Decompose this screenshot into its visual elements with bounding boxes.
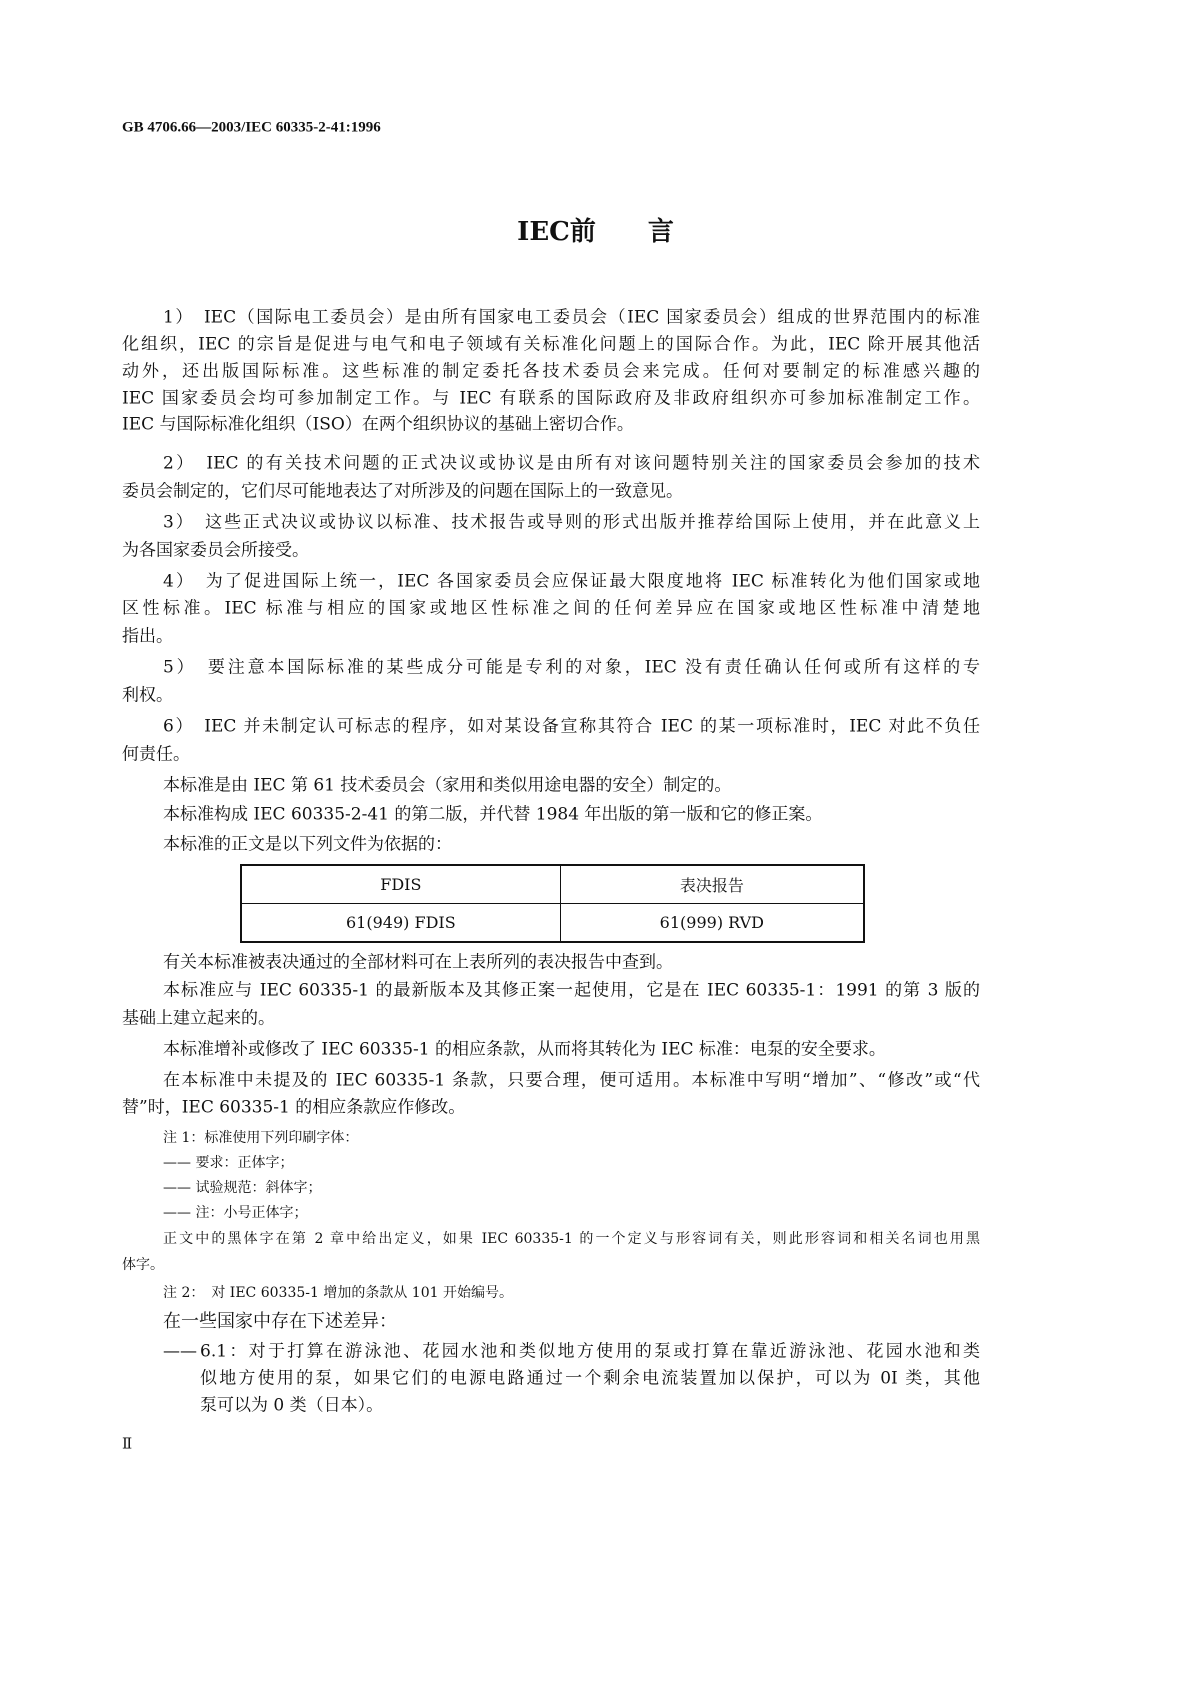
paragraph-line: 区性标准。IEC 标准与相应的国家或地区性标准之间的任何差异应在国家或地区性标准中清楚地 [122,598,980,619]
paragraph-line: 6） IEC 并未制定认可标志的程序，如对某设备宣称其符合 IEC 的某一项标准时，IEC 对此不负任 [163,716,980,737]
paragraph-line: 基础上建立起来的。 [122,1008,275,1029]
paragraph-line: 替”时，IEC 60335-1 的相应条款应作修改。 [122,1097,466,1118]
note-line: 注 1：标准使用下列印刷字体： [163,1130,359,1146]
voting-table [240,864,865,943]
paragraph-line: 本标准的正文是以下列文件为依据的： [163,834,452,855]
paragraph-line: 3） 这些正式决议或协议以标准、技术报告或导则的形式出版并推荐给国际上使用，并在此意义上 [163,512,980,533]
table-cell: 61(949) FDIS [241,904,560,943]
paragraph-line: 本标准构成 IEC 60335-2-41 的第二版，并代替 1984 年出版的第一版和它的修正案。 [163,804,823,825]
table-row [241,904,864,943]
document-header: GB 4706.66—2003/IEC 60335-2-41:1996 [122,119,381,136]
paragraph-line: 在本标准中未提及的 IEC 60335-1 条款，只要合理，便可适用。本标准中写明“增加”、“修改”或“代 [163,1070,980,1091]
note-line: 正文中的黑体字在第 2 章中给出定义，如果 IEC 60335-1 的一个定义与形容词有关，则此形容词和相关名词也用黑 [163,1231,980,1247]
note-line: 注 2： 对 IEC 60335-1 增加的条款从 101 开始编号。 [163,1285,513,1301]
list-dash: —— [163,1341,197,1362]
paragraph-line: 5） 要注意本国际标准的某些成分可能是专利的对象，IEC 没有责任确认任何或所有这样的专 [163,657,980,678]
paragraph-line: 利权。 [122,685,173,706]
paragraph-line: 本标准应与 IEC 60335-1 的最新版本及其修正案一起使用，它是在 IEC 60335-1：1991 的第 3 版的 [163,980,980,1001]
paragraph-line: 何责任。 [122,744,190,765]
paragraph-line: 4） 为了促进国际上统一，IEC 各国家委员会应保证最大限度地将 IEC 标准转化为他们国家或地 [163,571,980,592]
difference-item-line: 6.1：对于打算在游泳池、花园水池和类似地方使用的泵或打算在靠近游泳池、花园水池和类 [200,1341,980,1362]
difference-item-line: 似地方使用的泵，如果它们的电源电路通过一个剩余电流装置加以保护，可以为 0I 类，其他 [200,1368,980,1389]
paragraph-line: 2） IEC 的有关技术问题的正式决议或协议是由所有对该问题特别关注的国家委员会参加的技术 [163,453,980,474]
paragraph-line: IEC 与国际标准化组织（ISO）在两个组织协议的基础上密切合作。 [122,414,634,435]
note-line: —— 试验规范：斜体字； [163,1180,322,1196]
paragraph-line: 委员会制定的，它们尽可能地表达了对所涉及的问题在国际上的一致意见。 [122,481,683,502]
difference-item-line: 泵可以为 0 类（日本）。 [200,1395,384,1416]
table-header-row [241,865,864,904]
paragraph-line: 本标准是由 IEC 第 61 技术委员会（家用和类似用途电器的安全）制定的。 [163,775,732,796]
table-header-cell: 表决报告 [560,865,864,904]
paragraph-line: 动外，还出版国际标准。这些标准的制定委托各技术委员会来完成。任何对要制定的标准感兴趣的 [122,361,980,382]
note-line: —— 要求：正体字； [163,1155,294,1171]
differences-intro: 在一些国家中存在下述差异： [163,1311,397,1332]
page-number: Ⅱ [122,1434,133,1453]
table-cell: 61(999) RVD [560,904,864,943]
table-header-cell: FDIS [241,865,560,904]
paragraph-line: 指出。 [122,626,173,647]
paragraph-line: 1） IEC（国际电工委员会）是由所有国家电工委员会（IEC 国家委员会）组成的世界范围内的标准 [163,307,980,328]
paragraph-line: 为各国家委员会所接受。 [122,540,309,561]
paragraph-line: 本标准增补或修改了 IEC 60335-1 的相应条款，从而将其转化为 IEC 标准：电泵的安全要求。 [163,1039,886,1060]
page-title: IEC前 言 [517,217,674,247]
paragraph-line: IEC 国家委员会均可参加制定工作。与 IEC 有联系的国际政府及非政府组织亦可参加标准制定工作。 [122,388,980,409]
paragraph-line: 有关本标准被表决通过的全部材料可在上表所列的表决报告中查到。 [163,952,673,973]
paragraph-line: 化组织，IEC 的宗旨是促进与电气和电子领域有关标准化问题上的国际合作。为此，IEC 除开展其他活 [122,334,980,355]
note-line: 体字。 [122,1257,164,1273]
note-line: —— 注：小号正体字； [163,1205,308,1221]
